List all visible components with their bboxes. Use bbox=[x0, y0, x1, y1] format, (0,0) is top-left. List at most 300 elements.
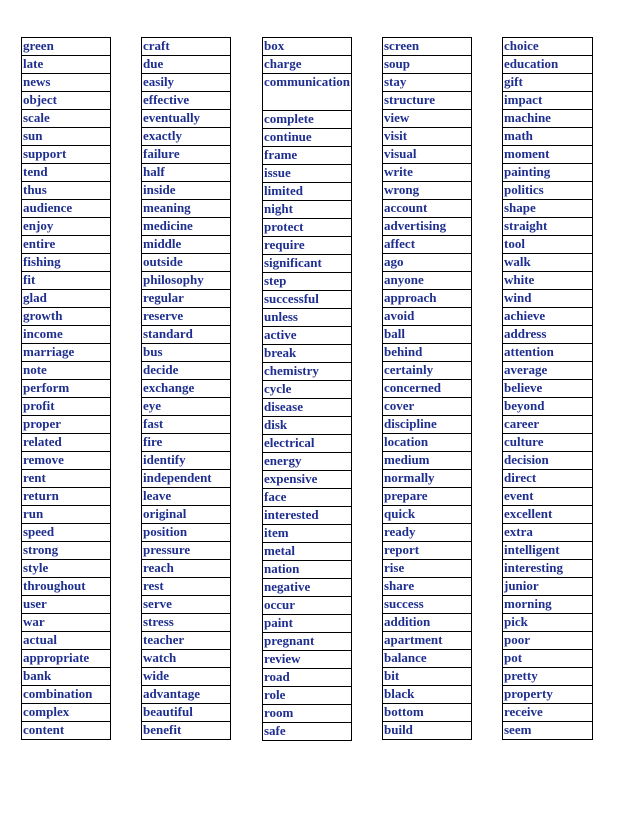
word-cell: position bbox=[142, 524, 231, 542]
word-row bbox=[383, 308, 472, 326]
word-cell: teacher bbox=[142, 632, 231, 650]
word-cell: glad bbox=[22, 290, 111, 308]
word-row bbox=[142, 524, 231, 542]
word-row bbox=[142, 452, 231, 470]
word-row bbox=[503, 398, 593, 416]
word-row bbox=[503, 470, 593, 488]
word-cell: gift bbox=[503, 74, 593, 92]
word-row bbox=[383, 236, 472, 254]
word-cell: stay bbox=[383, 74, 472, 92]
word-cell: reach bbox=[142, 560, 231, 578]
word-row bbox=[383, 506, 472, 524]
word-row bbox=[263, 327, 352, 345]
word-cell: event bbox=[503, 488, 593, 506]
word-row bbox=[263, 201, 352, 219]
word-cell: night bbox=[263, 201, 352, 219]
word-cell: prepare bbox=[383, 488, 472, 506]
word-row bbox=[263, 147, 352, 165]
word-row bbox=[22, 470, 111, 488]
word-row bbox=[142, 470, 231, 488]
word-row bbox=[142, 596, 231, 614]
word-row bbox=[503, 182, 593, 200]
word-row bbox=[503, 146, 593, 164]
word-row bbox=[383, 398, 472, 416]
word-row bbox=[263, 399, 352, 417]
word-row bbox=[22, 686, 111, 704]
word-cell: continue bbox=[263, 129, 352, 147]
word-row bbox=[263, 273, 352, 291]
word-cell: step bbox=[263, 273, 352, 291]
word-row bbox=[503, 722, 593, 740]
word-column-4 bbox=[382, 37, 472, 740]
word-cell: rise bbox=[383, 560, 472, 578]
word-row bbox=[503, 560, 593, 578]
word-row bbox=[383, 164, 472, 182]
word-row bbox=[263, 435, 352, 453]
word-cell: advantage bbox=[142, 686, 231, 704]
word-cell: unless bbox=[263, 309, 352, 327]
word-row bbox=[503, 632, 593, 650]
word-cell: rest bbox=[142, 578, 231, 596]
word-row bbox=[383, 74, 472, 92]
word-cell: address bbox=[503, 326, 593, 344]
word-cell: throughout bbox=[22, 578, 111, 596]
word-row bbox=[142, 182, 231, 200]
word-cell: face bbox=[263, 489, 352, 507]
word-row bbox=[503, 326, 593, 344]
word-cell: pot bbox=[503, 650, 593, 668]
word-cell: entire bbox=[22, 236, 111, 254]
word-row bbox=[142, 668, 231, 686]
word-cell: remove bbox=[22, 452, 111, 470]
word-column-3 bbox=[262, 37, 352, 741]
word-cell: painting bbox=[503, 164, 593, 182]
word-row bbox=[383, 200, 472, 218]
word-cell: growth bbox=[22, 308, 111, 326]
word-row bbox=[22, 452, 111, 470]
word-row bbox=[22, 416, 111, 434]
word-row bbox=[142, 272, 231, 290]
word-row bbox=[22, 380, 111, 398]
word-cell: role bbox=[263, 687, 352, 705]
word-cell: intelligent bbox=[503, 542, 593, 560]
word-row bbox=[383, 182, 472, 200]
word-cell: normally bbox=[383, 470, 472, 488]
word-row bbox=[142, 650, 231, 668]
word-row bbox=[503, 200, 593, 218]
word-cell: content bbox=[22, 722, 111, 740]
word-cell: impact bbox=[503, 92, 593, 110]
word-row bbox=[263, 74, 352, 111]
word-row bbox=[142, 578, 231, 596]
word-row bbox=[263, 471, 352, 489]
word-row bbox=[263, 579, 352, 597]
word-row bbox=[22, 650, 111, 668]
word-row bbox=[142, 164, 231, 182]
word-row bbox=[503, 452, 593, 470]
word-row bbox=[383, 596, 472, 614]
word-cell: note bbox=[22, 362, 111, 380]
word-cell: original bbox=[142, 506, 231, 524]
word-cell: occur bbox=[263, 597, 352, 615]
word-cell: tool bbox=[503, 236, 593, 254]
word-row bbox=[383, 470, 472, 488]
word-row bbox=[503, 380, 593, 398]
word-cell: wind bbox=[503, 290, 593, 308]
word-cell: decision bbox=[503, 452, 593, 470]
word-cell: expensive bbox=[263, 471, 352, 489]
word-cell: item bbox=[263, 525, 352, 543]
word-row bbox=[503, 92, 593, 110]
word-row bbox=[263, 309, 352, 327]
word-cell: view bbox=[383, 110, 472, 128]
word-row bbox=[383, 452, 472, 470]
word-cell: room bbox=[263, 705, 352, 723]
word-row bbox=[263, 543, 352, 561]
word-cell: rent bbox=[22, 470, 111, 488]
word-row bbox=[503, 578, 593, 596]
word-row bbox=[263, 705, 352, 723]
word-row bbox=[263, 687, 352, 705]
word-cell: green bbox=[22, 38, 111, 56]
word-row bbox=[22, 272, 111, 290]
word-cell: pressure bbox=[142, 542, 231, 560]
word-cell: return bbox=[22, 488, 111, 506]
word-cell: interested bbox=[263, 507, 352, 525]
word-row bbox=[383, 362, 472, 380]
word-cell: morning bbox=[503, 596, 593, 614]
word-cell: exactly bbox=[142, 128, 231, 146]
word-row bbox=[142, 56, 231, 74]
word-cell: choice bbox=[503, 38, 593, 56]
word-row bbox=[383, 218, 472, 236]
word-row bbox=[22, 596, 111, 614]
word-row bbox=[22, 56, 111, 74]
word-cell: shape bbox=[503, 200, 593, 218]
word-row bbox=[142, 92, 231, 110]
word-cell: extra bbox=[503, 524, 593, 542]
word-row bbox=[503, 650, 593, 668]
word-cell: serve bbox=[142, 596, 231, 614]
word-row bbox=[142, 38, 231, 56]
word-row bbox=[142, 614, 231, 632]
word-cell: craft bbox=[142, 38, 231, 56]
word-row bbox=[142, 128, 231, 146]
word-row bbox=[503, 38, 593, 56]
word-row bbox=[263, 597, 352, 615]
word-row bbox=[22, 398, 111, 416]
word-cell: quick bbox=[383, 506, 472, 524]
word-row bbox=[503, 236, 593, 254]
word-cell: audience bbox=[22, 200, 111, 218]
word-cell: approach bbox=[383, 290, 472, 308]
word-cell: soup bbox=[383, 56, 472, 74]
word-row bbox=[22, 578, 111, 596]
word-cell: easily bbox=[142, 74, 231, 92]
word-row bbox=[503, 254, 593, 272]
word-row bbox=[503, 56, 593, 74]
word-cell: career bbox=[503, 416, 593, 434]
word-row bbox=[263, 615, 352, 633]
word-row bbox=[503, 74, 593, 92]
word-cell: property bbox=[503, 686, 593, 704]
word-row bbox=[22, 668, 111, 686]
word-cell: apartment bbox=[383, 632, 472, 650]
word-row bbox=[22, 704, 111, 722]
word-column-2 bbox=[141, 37, 231, 740]
word-row bbox=[142, 200, 231, 218]
word-row bbox=[22, 488, 111, 506]
word-cell: watch bbox=[142, 650, 231, 668]
word-row bbox=[22, 164, 111, 182]
word-row bbox=[383, 380, 472, 398]
word-cell: complete bbox=[263, 111, 352, 129]
word-row bbox=[263, 381, 352, 399]
word-row bbox=[263, 417, 352, 435]
word-row bbox=[383, 488, 472, 506]
word-cell: fishing bbox=[22, 254, 111, 272]
word-cell: behind bbox=[383, 344, 472, 362]
word-cell: disease bbox=[263, 399, 352, 417]
word-cell: run bbox=[22, 506, 111, 524]
word-cell: fast bbox=[142, 416, 231, 434]
word-cell: appropriate bbox=[22, 650, 111, 668]
word-row bbox=[263, 453, 352, 471]
word-row bbox=[263, 255, 352, 273]
word-cell: advertising bbox=[383, 218, 472, 236]
word-row bbox=[503, 290, 593, 308]
word-cell: nation bbox=[263, 561, 352, 579]
word-cell: tend bbox=[22, 164, 111, 182]
word-cell: beyond bbox=[503, 398, 593, 416]
word-cell: energy bbox=[263, 453, 352, 471]
word-row bbox=[142, 326, 231, 344]
word-row bbox=[22, 542, 111, 560]
word-row bbox=[503, 704, 593, 722]
word-cell: philosophy bbox=[142, 272, 231, 290]
word-cell: concerned bbox=[383, 380, 472, 398]
word-cell: proper bbox=[22, 416, 111, 434]
word-cell: income bbox=[22, 326, 111, 344]
word-cell: sun bbox=[22, 128, 111, 146]
word-row bbox=[142, 506, 231, 524]
word-cell: addition bbox=[383, 614, 472, 632]
word-row bbox=[383, 560, 472, 578]
word-cell: significant bbox=[263, 255, 352, 273]
word-cell: ready bbox=[383, 524, 472, 542]
word-cell: pick bbox=[503, 614, 593, 632]
word-row bbox=[503, 434, 593, 452]
word-row bbox=[383, 290, 472, 308]
word-row bbox=[142, 308, 231, 326]
word-row bbox=[383, 632, 472, 650]
word-cell: strong bbox=[22, 542, 111, 560]
word-cell: metal bbox=[263, 543, 352, 561]
word-row bbox=[142, 146, 231, 164]
word-cell: screen bbox=[383, 38, 472, 56]
word-row bbox=[22, 362, 111, 380]
word-cell: bus bbox=[142, 344, 231, 362]
word-row bbox=[263, 183, 352, 201]
word-row bbox=[142, 74, 231, 92]
word-row bbox=[503, 344, 593, 362]
word-cell: half bbox=[142, 164, 231, 182]
word-row bbox=[503, 596, 593, 614]
word-cell: poor bbox=[503, 632, 593, 650]
word-cell: charge bbox=[263, 56, 352, 74]
word-cell: structure bbox=[383, 92, 472, 110]
word-row bbox=[22, 128, 111, 146]
word-row bbox=[22, 218, 111, 236]
word-cell: marriage bbox=[22, 344, 111, 362]
word-cell: report bbox=[383, 542, 472, 560]
word-cell: due bbox=[142, 56, 231, 74]
word-cell: exchange bbox=[142, 380, 231, 398]
word-cell: frame bbox=[263, 147, 352, 165]
word-cell: independent bbox=[142, 470, 231, 488]
word-cell: late bbox=[22, 56, 111, 74]
word-row bbox=[503, 614, 593, 632]
word-row bbox=[383, 668, 472, 686]
word-row bbox=[142, 704, 231, 722]
word-row bbox=[503, 128, 593, 146]
word-cell: electrical bbox=[263, 435, 352, 453]
word-cell: disk bbox=[263, 417, 352, 435]
word-cell: regular bbox=[142, 290, 231, 308]
word-cell: style bbox=[22, 560, 111, 578]
word-cell: related bbox=[22, 434, 111, 452]
word-row bbox=[142, 380, 231, 398]
word-row bbox=[383, 110, 472, 128]
word-cell: beautiful bbox=[142, 704, 231, 722]
word-row bbox=[383, 254, 472, 272]
word-cell: affect bbox=[383, 236, 472, 254]
word-cell: believe bbox=[503, 380, 593, 398]
word-cell: meaning bbox=[142, 200, 231, 218]
word-row bbox=[142, 110, 231, 128]
word-row bbox=[263, 291, 352, 309]
word-cell: pretty bbox=[503, 668, 593, 686]
word-row bbox=[142, 344, 231, 362]
word-cell: success bbox=[383, 596, 472, 614]
word-cell: news bbox=[22, 74, 111, 92]
word-row bbox=[503, 524, 593, 542]
word-cell: balance bbox=[383, 650, 472, 668]
word-row bbox=[22, 632, 111, 650]
word-row bbox=[22, 560, 111, 578]
word-row bbox=[383, 146, 472, 164]
word-cell: negative bbox=[263, 579, 352, 597]
word-row bbox=[263, 363, 352, 381]
word-cell: certainly bbox=[383, 362, 472, 380]
word-cell: actual bbox=[22, 632, 111, 650]
word-row bbox=[263, 633, 352, 651]
word-row bbox=[22, 74, 111, 92]
word-cell: attention bbox=[503, 344, 593, 362]
word-cell: perform bbox=[22, 380, 111, 398]
word-row bbox=[383, 56, 472, 74]
word-cell: leave bbox=[142, 488, 231, 506]
word-cell: seem bbox=[503, 722, 593, 740]
word-cell: moment bbox=[503, 146, 593, 164]
word-cell: write bbox=[383, 164, 472, 182]
word-row bbox=[263, 723, 352, 741]
word-cell: black bbox=[383, 686, 472, 704]
word-cell: junior bbox=[503, 578, 593, 596]
word-cell: inside bbox=[142, 182, 231, 200]
word-row bbox=[263, 56, 352, 74]
word-cell: bit bbox=[383, 668, 472, 686]
word-cell: war bbox=[22, 614, 111, 632]
word-row bbox=[22, 200, 111, 218]
word-row bbox=[22, 308, 111, 326]
word-row bbox=[263, 111, 352, 129]
word-row bbox=[383, 524, 472, 542]
word-cell: politics bbox=[503, 182, 593, 200]
word-row bbox=[383, 722, 472, 740]
word-row bbox=[263, 237, 352, 255]
word-cell: limited bbox=[263, 183, 352, 201]
word-row bbox=[263, 651, 352, 669]
word-row bbox=[383, 326, 472, 344]
word-cell: review bbox=[263, 651, 352, 669]
word-row bbox=[383, 92, 472, 110]
word-cell: interesting bbox=[503, 560, 593, 578]
word-cell: chemistry bbox=[263, 363, 352, 381]
word-cell: enjoy bbox=[22, 218, 111, 236]
word-row bbox=[263, 345, 352, 363]
word-cell: failure bbox=[142, 146, 231, 164]
word-row bbox=[22, 722, 111, 740]
word-cell: communication bbox=[263, 74, 352, 111]
word-cell: speed bbox=[22, 524, 111, 542]
word-row bbox=[22, 614, 111, 632]
word-row bbox=[263, 38, 352, 56]
word-column-5 bbox=[502, 37, 593, 740]
word-cell: complex bbox=[22, 704, 111, 722]
word-row bbox=[142, 560, 231, 578]
word-row bbox=[383, 614, 472, 632]
word-cell: reserve bbox=[142, 308, 231, 326]
word-row bbox=[142, 686, 231, 704]
word-row bbox=[503, 362, 593, 380]
word-cell: fit bbox=[22, 272, 111, 290]
word-row bbox=[22, 182, 111, 200]
word-cell: wrong bbox=[383, 182, 472, 200]
word-cell: ago bbox=[383, 254, 472, 272]
word-cell: user bbox=[22, 596, 111, 614]
word-row bbox=[22, 146, 111, 164]
word-cell: standard bbox=[142, 326, 231, 344]
word-cell: scale bbox=[22, 110, 111, 128]
word-cell: ball bbox=[383, 326, 472, 344]
word-row bbox=[503, 686, 593, 704]
word-row bbox=[503, 164, 593, 182]
word-row bbox=[383, 704, 472, 722]
word-row bbox=[503, 506, 593, 524]
word-cell: box bbox=[263, 38, 352, 56]
word-cell: average bbox=[503, 362, 593, 380]
word-row bbox=[142, 488, 231, 506]
word-cell: require bbox=[263, 237, 352, 255]
word-cell: combination bbox=[22, 686, 111, 704]
word-cell: medicine bbox=[142, 218, 231, 236]
word-row bbox=[22, 326, 111, 344]
word-cell: cover bbox=[383, 398, 472, 416]
word-row bbox=[383, 542, 472, 560]
word-cell: white bbox=[503, 272, 593, 290]
word-cell: fire bbox=[142, 434, 231, 452]
